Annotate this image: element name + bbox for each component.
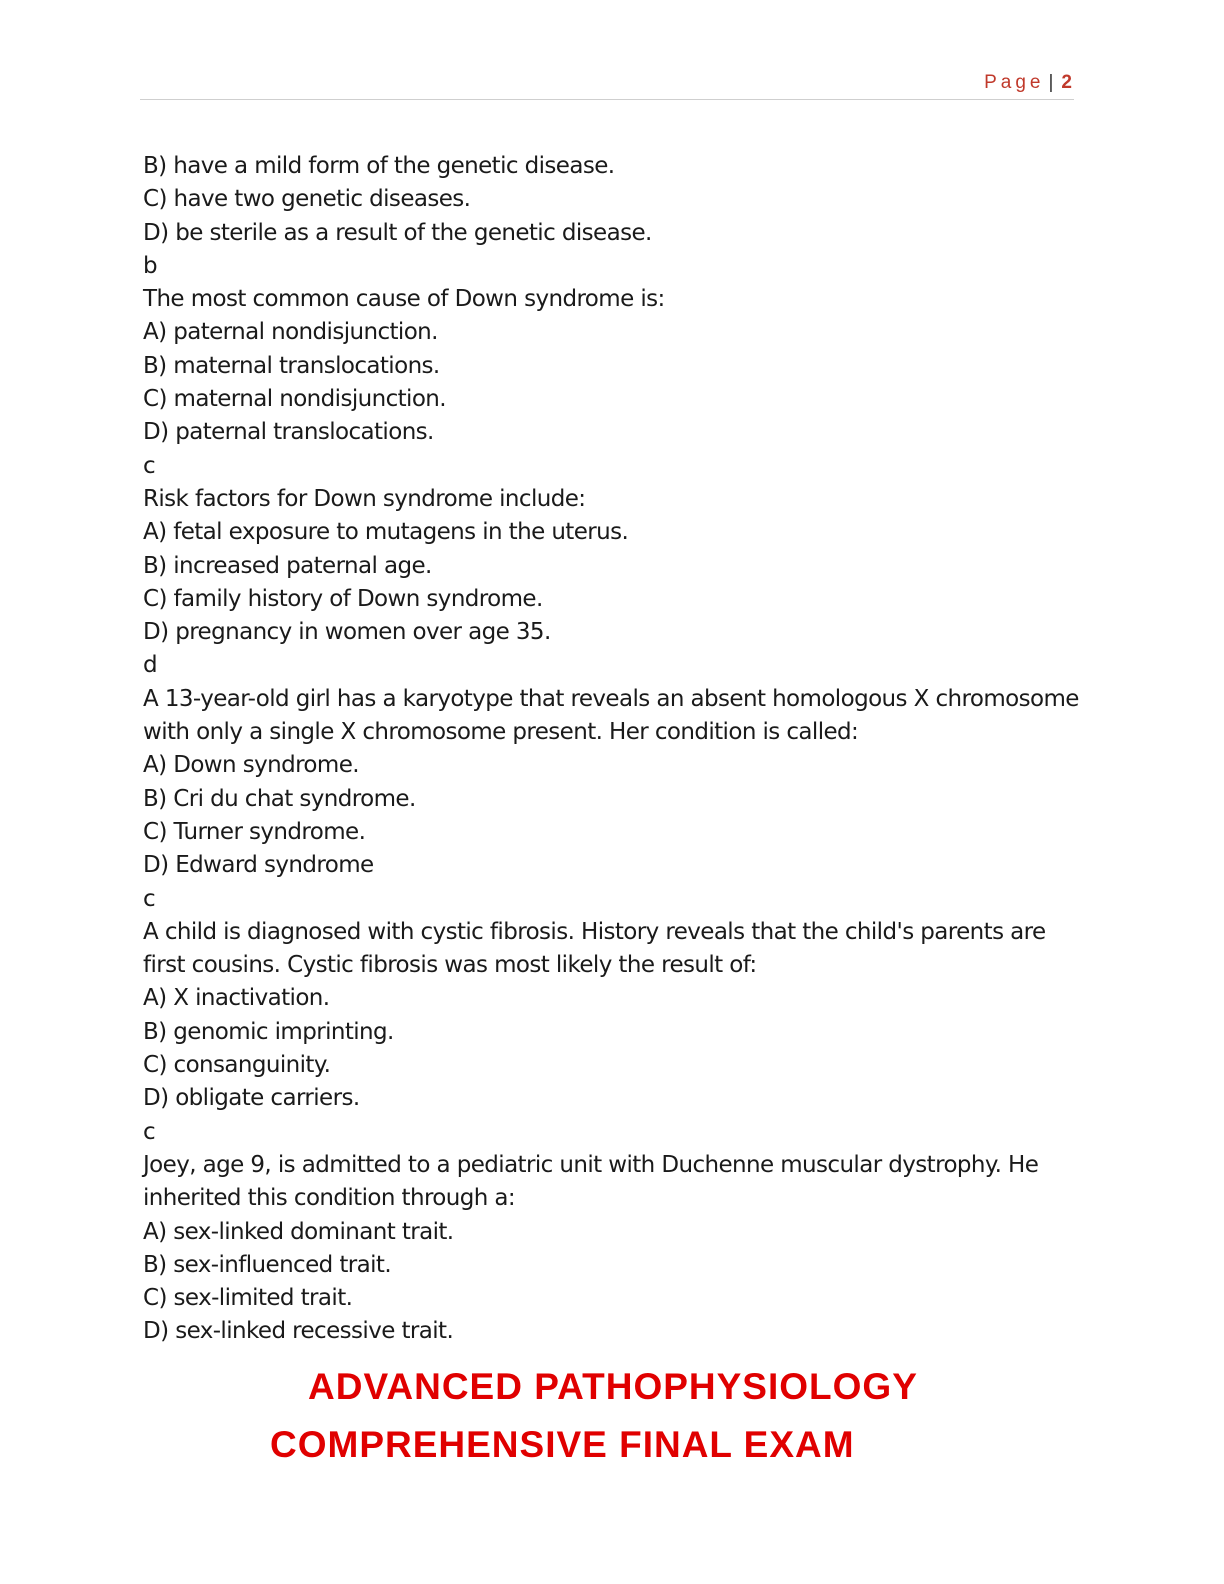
option-line: C) maternal nondisjunction. bbox=[143, 386, 446, 413]
question-line: with only a single X chromosome present. Her condition is called: bbox=[143, 719, 859, 746]
option-line: C) Turner syndrome. bbox=[143, 818, 366, 845]
question-line: first cousins. Cystic fibrosis was most likely the result of: bbox=[143, 952, 757, 979]
answer-line: c bbox=[143, 1118, 156, 1145]
option-line: B) sex-influenced trait. bbox=[143, 1251, 392, 1278]
page-label: Page bbox=[984, 72, 1045, 93]
answer-line: c bbox=[143, 452, 156, 479]
page-number: 2 bbox=[1061, 72, 1072, 93]
text-line: D) be sterile as a result of the genetic disease. bbox=[143, 219, 652, 246]
header-divider bbox=[140, 99, 1074, 100]
option-line: A) paternal nondisjunction. bbox=[143, 319, 438, 346]
footer-title-line2: COMPREHENSIVE FINAL EXAM bbox=[270, 1424, 855, 1465]
option-line: A) X inactivation. bbox=[143, 985, 330, 1012]
text-line: C) have two genetic diseases. bbox=[143, 186, 471, 213]
option-line: C) consanguinity. bbox=[143, 1052, 331, 1079]
option-line: B) Cri du chat syndrome. bbox=[143, 785, 416, 812]
option-line: C) family history of Down syndrome. bbox=[143, 585, 543, 612]
footer-title-line1: ADVANCED PATHOPHYSIOLOGY bbox=[308, 1366, 918, 1407]
question-line: inherited this condition through a: bbox=[143, 1185, 516, 1212]
answer-line: d bbox=[143, 652, 157, 679]
question-line: A 13-year-old girl has a karyotype that reveals an absent homologous X chromosome bbox=[143, 685, 1079, 712]
option-line: D) Edward syndrome bbox=[143, 852, 374, 879]
page-header bbox=[984, 72, 1072, 94]
question-line: The most common cause of Down syndrome is: bbox=[143, 286, 665, 313]
option-line: B) genomic imprinting. bbox=[143, 1018, 394, 1045]
answer-line: c bbox=[143, 885, 156, 912]
question-line: Joey, age 9, is admitted to a pediatric unit with Duchenne muscular dystrophy. He bbox=[143, 1151, 1039, 1178]
option-line: B) maternal translocations. bbox=[143, 352, 440, 379]
answer-line: b bbox=[143, 252, 157, 279]
option-line: D) paternal translocations. bbox=[143, 419, 434, 446]
option-line: D) pregnancy in women over age 35. bbox=[143, 619, 551, 646]
text-line: B) have a mild form of the genetic disease. bbox=[143, 153, 615, 179]
option-line: D) sex-linked recessive trait. bbox=[143, 1318, 454, 1345]
option-line: A) Down syndrome. bbox=[143, 752, 359, 779]
option-line: A) sex-linked dominant trait. bbox=[143, 1218, 454, 1245]
option-line: D) obligate carriers. bbox=[143, 1085, 360, 1112]
question-line: A child is diagnosed with cystic fibrosis. History reveals that the child's parents are bbox=[143, 918, 1046, 945]
option-line: B) increased paternal age. bbox=[143, 552, 432, 579]
document-body bbox=[143, 150, 1083, 1349]
option-line: A) fetal exposure to mutagens in the uterus. bbox=[143, 519, 629, 546]
page-separator: | bbox=[1048, 72, 1054, 93]
question-line: Risk factors for Down syndrome include: bbox=[143, 485, 586, 512]
option-line: C) sex-limited trait. bbox=[143, 1285, 353, 1312]
